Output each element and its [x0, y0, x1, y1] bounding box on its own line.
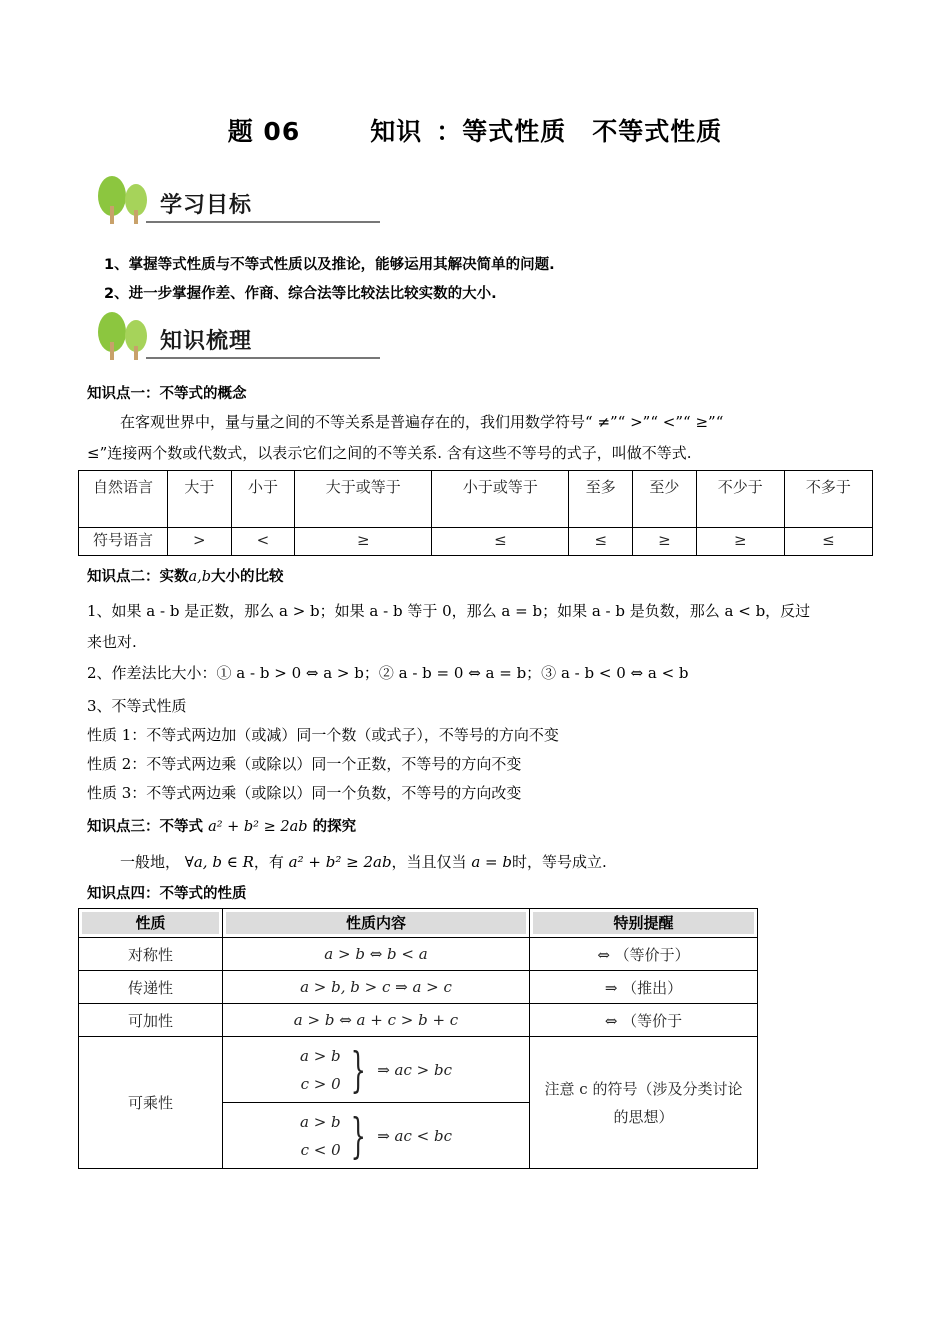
properties-table	[78, 908, 758, 1169]
kp3-text-math3: a = b	[471, 853, 512, 871]
kp1-paragraph-line1: 在客观世界中，量与量之间的不等关系是普遍存在的，我们用数学符号“ ≠”“ >”“ <”“ ≥”“	[120, 413, 724, 431]
property-content: a > b, b > c ⇒ a > c	[223, 971, 530, 1004]
kp3-heading	[87, 815, 356, 836]
tree-icon	[92, 308, 156, 364]
property-name: 对称性	[79, 938, 223, 971]
header-cell	[79, 909, 223, 938]
table-cell: 至多	[569, 471, 633, 528]
table-cell: 大于或等于	[295, 471, 432, 528]
system-result: ⇒ ac > bc	[377, 1060, 452, 1079]
page-title	[0, 112, 950, 148]
title-part2: 知识	[370, 117, 423, 146]
kp3-text-mid: ，有	[253, 853, 284, 871]
property-name: 可加性	[79, 1004, 223, 1037]
kp2-p1-line2: 来也对.	[87, 633, 137, 651]
table-cell: 不多于	[784, 471, 872, 528]
kp4-heading: 知识点四：不等式的性质	[87, 886, 247, 902]
kp2-heading-suffix: 大小的比较	[211, 569, 284, 585]
title-part4: 不等式性质	[592, 117, 723, 146]
property-content	[223, 1103, 530, 1169]
table-cell: 至少	[633, 471, 697, 528]
kp2-p1-line1: 1、如果 a - b 是正数，那么 a > b；如果 a - b 等于 0，那么 a = b；如果 a - b 是负数，那么 a < b，反过	[87, 602, 811, 620]
kp3-heading-suffix: 的探究	[312, 819, 357, 835]
system-lines	[300, 1108, 341, 1164]
system-line: a > b	[300, 1112, 341, 1131]
goal-item-2: 2、进一步掌握作差、作商、综合法等比较法比较实数的大小.	[104, 286, 497, 302]
property-note: ⇒ （推出）	[530, 971, 758, 1004]
section-heading-goals: 学习目标	[160, 193, 253, 218]
header-label: 性质	[82, 912, 219, 934]
property-name: 传递性	[79, 971, 223, 1004]
header-label: 特别提醒	[533, 912, 754, 934]
goal-item-1: 1、掌握等式性质与不等式性质以及推论，能够运用其解决简单的问题.	[104, 257, 555, 273]
system-line: a > b	[300, 1046, 341, 1065]
kp2-heading-math: a,b	[188, 569, 212, 585]
banner-underline	[146, 221, 380, 223]
kp2-heading-prefix: 知识点二：实数	[87, 569, 189, 585]
property-note: 注意 c 的符号（涉及分类讨论的思想）	[530, 1037, 758, 1169]
table-cell: 小于	[231, 471, 295, 528]
table-cell: 符号语言	[79, 528, 168, 556]
banner-underline	[146, 357, 380, 359]
system-line: c < 0	[300, 1140, 341, 1159]
table-cell: 大于	[168, 471, 232, 528]
right-brace: }	[350, 1107, 366, 1164]
kp2-p2: 2、作差法比大小：① a - b > 0 ⇔ a > b；② a - b = 0 ⇔ a = b；③ a - b < 0 ⇔ a < b	[87, 664, 689, 682]
property-note: ⇔ （等价于）	[530, 938, 758, 971]
header-cell	[223, 909, 530, 938]
kp3-text-suffix: 时，等号成立.	[512, 853, 607, 871]
table-cell: ≤	[784, 528, 872, 556]
inequality-system	[300, 1108, 452, 1164]
kp2-p3: 3、不等式性质	[87, 697, 187, 715]
table-cell: ≥	[295, 528, 432, 556]
kp2-prop1: 性质 1：不等式两边加（或减）同一个数（或式子），不等号的方向不变	[87, 726, 559, 744]
title-part3: ：等式性质	[436, 117, 567, 146]
table-cell: 不少于	[696, 471, 784, 528]
table-row	[79, 1037, 758, 1103]
table-cell: ≥	[633, 528, 697, 556]
kp2-prop2: 性质 2：不等式两边乘（或除以）同一个正数，不等号的方向不变	[87, 755, 522, 773]
tree-icon	[92, 172, 156, 228]
table-cell: ≥	[696, 528, 784, 556]
kp1-heading: 知识点一：不等式的概念	[87, 386, 247, 402]
table-header-row	[79, 909, 758, 938]
kp1-paragraph-line2: ≤”连接两个数或代数式，以表示它们之间的不等关系. 含有这些不等号的式子，叫做不等式.	[87, 444, 692, 462]
table-row	[79, 971, 758, 1004]
property-name: 可乘性	[79, 1037, 223, 1169]
kp3-text-math2: a² + b² ≥ 2ab	[288, 853, 392, 871]
section-heading-knowledge: 知识梳理	[160, 329, 253, 354]
table-cell: >	[168, 528, 232, 556]
symbol-table	[78, 470, 873, 556]
system-line: c > 0	[300, 1074, 341, 1093]
kp2-heading	[87, 565, 284, 586]
property-content: a > b ⇔ a + c > b + c	[223, 1004, 530, 1037]
section-banner-goals	[92, 172, 288, 230]
table-row	[79, 1004, 758, 1037]
table-cell: ≤	[569, 528, 633, 556]
table-row	[79, 471, 873, 528]
table-cell: 自然语言	[79, 471, 168, 528]
table-row	[79, 528, 873, 556]
title-part1: 题 06	[227, 117, 301, 146]
kp3-heading-prefix: 知识点三：不等式	[87, 819, 203, 835]
kp3-heading-math: a² + b² ≥ 2ab	[208, 819, 308, 835]
section-banner-knowledge	[92, 308, 288, 366]
property-content	[223, 1037, 530, 1103]
system-lines	[300, 1042, 341, 1098]
table-row	[79, 938, 758, 971]
kp2-prop3: 性质 3：不等式两边乘（或除以）同一个负数，不等号的方向改变	[87, 784, 522, 802]
header-cell	[530, 909, 758, 938]
table-cell: ≤	[432, 528, 569, 556]
kp3-text-prefix: 一般地，	[120, 853, 181, 871]
table-cell: 小于或等于	[432, 471, 569, 528]
kp3-text	[120, 851, 607, 872]
right-brace: }	[350, 1041, 366, 1098]
table-cell: <	[231, 528, 295, 556]
kp3-text-mid2: ，当且仅当	[391, 853, 467, 871]
property-note: ⇔ （等价于	[530, 1004, 758, 1037]
system-result: ⇒ ac < bc	[377, 1126, 452, 1145]
header-label: 性质内容	[226, 912, 526, 934]
property-content: a > b ⇔ b < a	[223, 938, 530, 971]
inequality-system	[300, 1042, 452, 1098]
kp3-text-math1: ∀a, b ∈ R	[184, 853, 254, 871]
